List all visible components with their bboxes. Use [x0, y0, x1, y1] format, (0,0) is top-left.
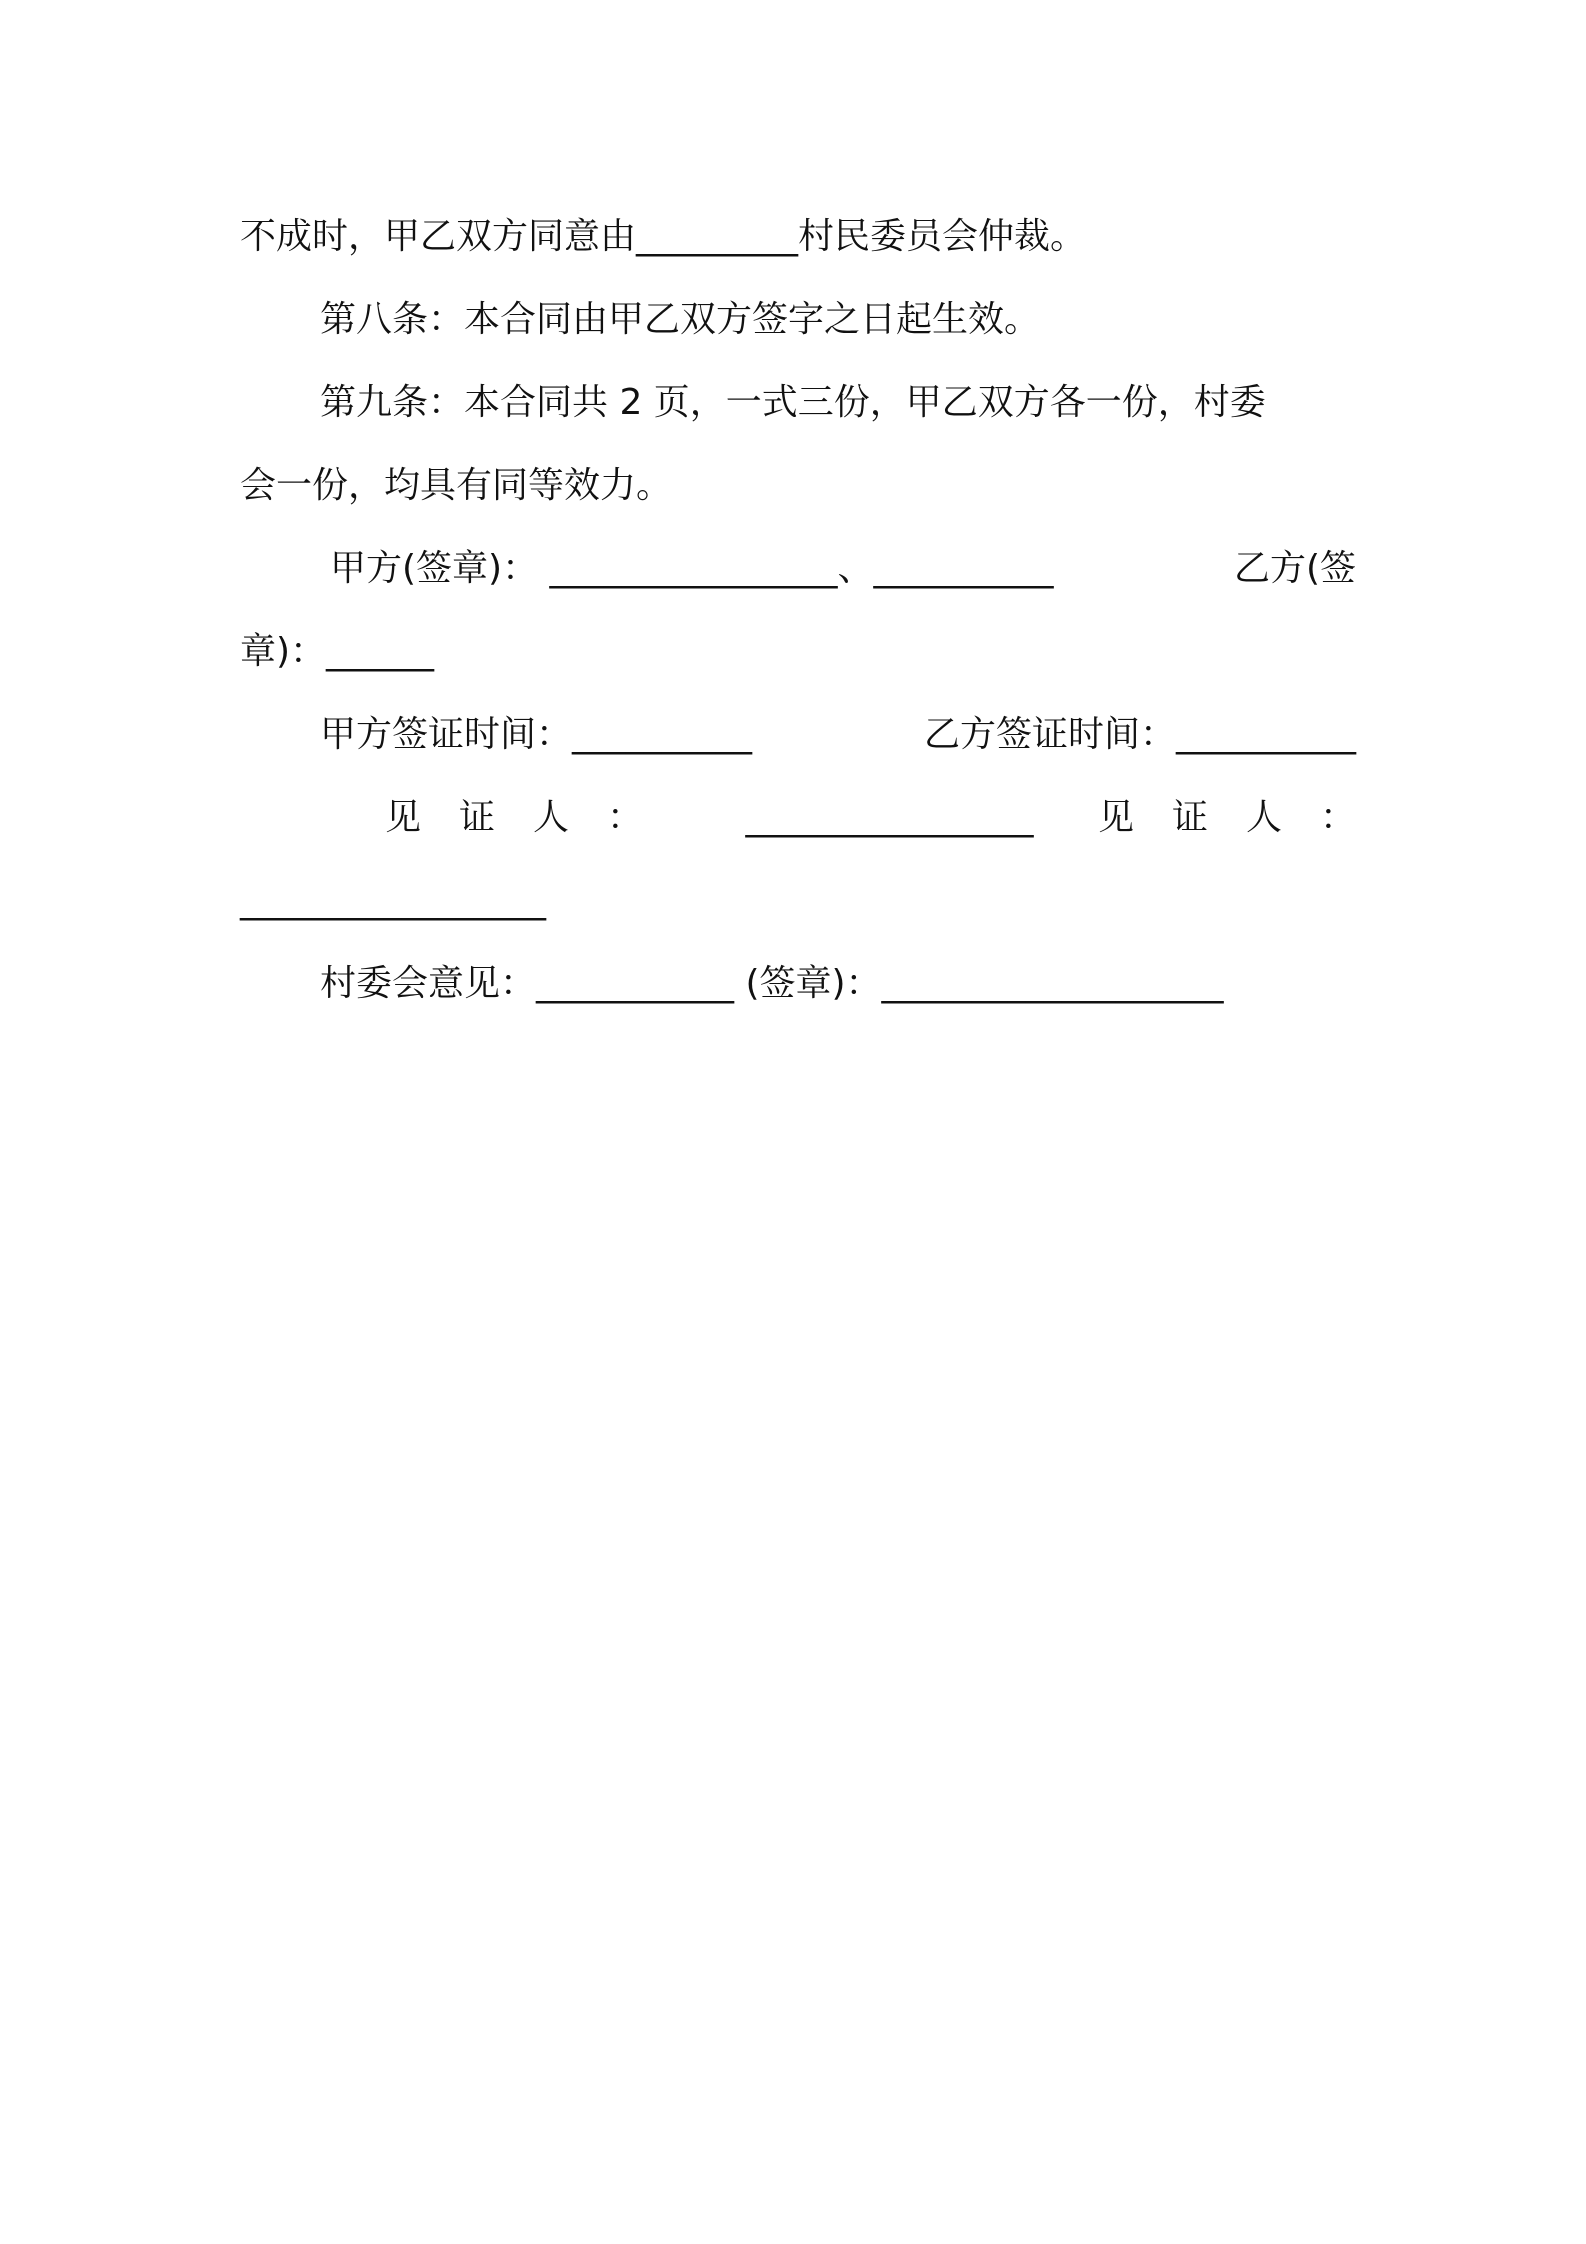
witness-label-2: 见证人： — [1097, 797, 1394, 838]
party-b-seal-continued: 章)：______ — [240, 631, 435, 672]
party-a-sign-time: 甲方签证时间：__________ — [320, 714, 753, 755]
party-b-seal-label: 乙方(签 — [1233, 548, 1356, 589]
witness-row — [240, 776, 1394, 859]
seal-row — [240, 527, 1356, 610]
sign-time-row — [240, 693, 1356, 776]
article-9-line-1: 第九条：本合同共 2 页，一式三份，甲乙双方各一份，村委 — [320, 382, 1266, 423]
party-a-seal-field — [330, 527, 1054, 610]
article-9-line-2: 会一份，均具有同等效力。 — [240, 465, 673, 506]
arbitration-clause-end: 不成时，甲乙双方同意由_________村民委员会仲裁。 — [240, 216, 1087, 257]
party-a-seal-label: 甲方(签章)： — [330, 548, 539, 589]
witness-label-1: 见证人： — [385, 797, 682, 838]
party-b-sign-time: 乙方签证时间：__________ — [923, 714, 1356, 755]
article-8: 第八条：本合同由甲乙双方签字之日起生效。 — [320, 299, 1041, 340]
party-a-seal-blank: ________________、__________ — [549, 548, 1054, 589]
village-committee-opinion: 村委会意见：___________ (签章)：___________________ — [320, 963, 1224, 1004]
witness-blank-1: ________________ — [745, 797, 1034, 838]
witness-blank-2: _________________ — [240, 880, 546, 921]
contract-body — [240, 195, 1394, 1025]
